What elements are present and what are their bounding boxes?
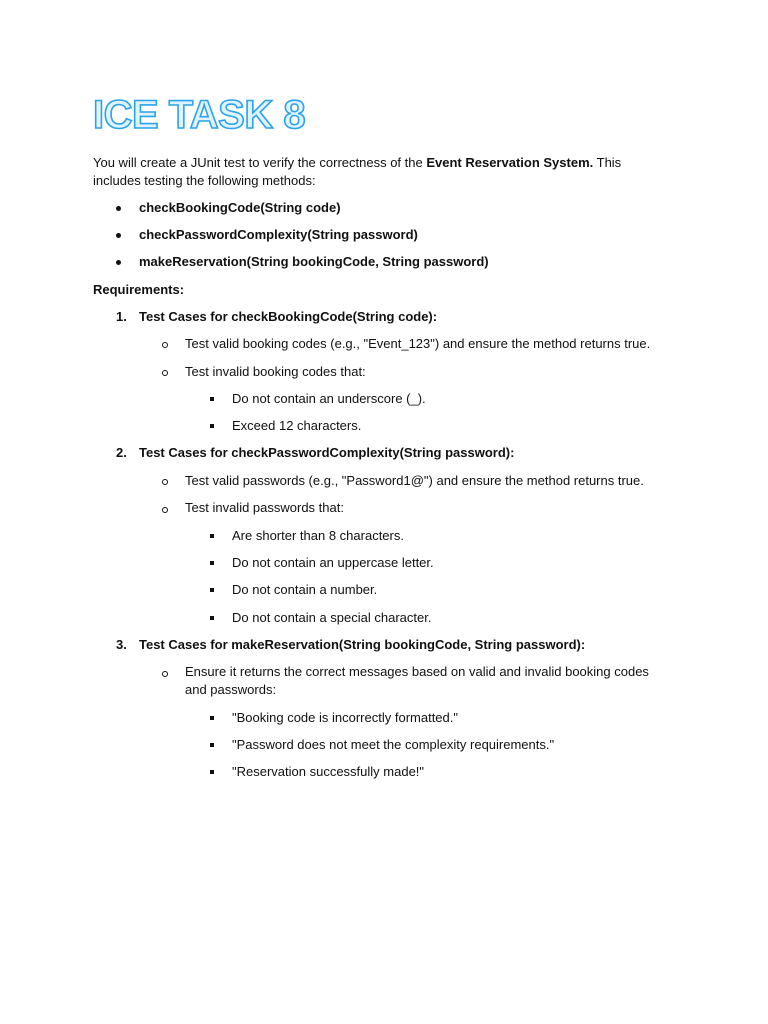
bullet-square-icon	[210, 397, 214, 401]
bullet-square-icon	[210, 534, 214, 538]
sub-list-item: Exceed 12 characters.	[232, 418, 362, 433]
intro-line-1	[93, 154, 621, 172]
bullet-circle-icon	[162, 342, 168, 348]
sub-list-item: Do not contain a special character.	[232, 610, 432, 625]
sub-list-item: Do not contain a number.	[232, 582, 378, 597]
method-item: checkBookingCode(String code)	[139, 200, 341, 215]
section-number: 2.	[116, 445, 127, 460]
section-heading: Test Cases for checkBookingCode(String code):	[139, 309, 438, 324]
requirements-label: Requirements:	[93, 282, 185, 297]
bullet-circle-icon	[162, 671, 168, 677]
section-heading: Test Cases for makeReservation(String bookingCode, String password):	[139, 637, 586, 652]
sub-list-item: Do not contain an underscore (_).	[232, 391, 426, 406]
intro-text-1: You will create a JUnit test to verify the correctness of the	[93, 155, 427, 170]
bullet-square-icon	[210, 716, 214, 720]
list-item: Test invalid booking codes that:	[185, 364, 366, 379]
list-item: Ensure it returns the correct messages based on valid and invalid booking codes	[185, 664, 649, 679]
bullet-dot-icon	[116, 206, 121, 211]
intro-line-2: includes testing the following methods:	[93, 173, 316, 188]
bullet-circle-icon	[162, 370, 168, 376]
sub-list-item: "Booking code is incorrectly formatted."	[232, 710, 458, 725]
list-item: Test valid booking codes (e.g., "Event_123") and ensure the method returns true.	[185, 336, 651, 351]
sub-list-item: Do not contain an uppercase letter.	[232, 555, 434, 570]
bullet-dot-icon	[116, 260, 121, 265]
list-item-continuation: and passwords:	[185, 682, 277, 697]
intro-bold: Event Reservation System.	[426, 155, 594, 170]
bullet-dot-icon	[116, 233, 121, 238]
bullet-square-icon	[210, 770, 214, 774]
section-number: 3.	[116, 637, 127, 652]
bullet-square-icon	[210, 424, 214, 428]
list-item: Test valid passwords (e.g., "Password1@") and ensure the method returns true.	[185, 473, 644, 488]
list-item: Test invalid passwords that:	[185, 500, 344, 515]
bullet-circle-icon	[162, 507, 168, 513]
section-number: 1.	[116, 309, 127, 324]
sub-list-item: Are shorter than 8 characters.	[232, 528, 404, 543]
bullet-square-icon	[210, 561, 214, 565]
section-heading: Test Cases for checkPasswordComplexity(String password):	[139, 445, 515, 460]
bullet-square-icon	[210, 616, 214, 620]
bullet-square-icon	[210, 588, 214, 592]
method-item: makeReservation(String bookingCode, String password)	[139, 254, 489, 269]
sub-list-item: "Password does not meet the complexity requirements."	[232, 737, 555, 752]
bullet-square-icon	[210, 743, 214, 747]
page-title: ICE TASK 8	[93, 93, 306, 137]
intro-text-2: This	[593, 155, 622, 170]
method-item: checkPasswordComplexity(String password)	[139, 227, 418, 242]
sub-list-item: "Reservation successfully made!"	[232, 764, 425, 779]
bullet-circle-icon	[162, 479, 168, 485]
